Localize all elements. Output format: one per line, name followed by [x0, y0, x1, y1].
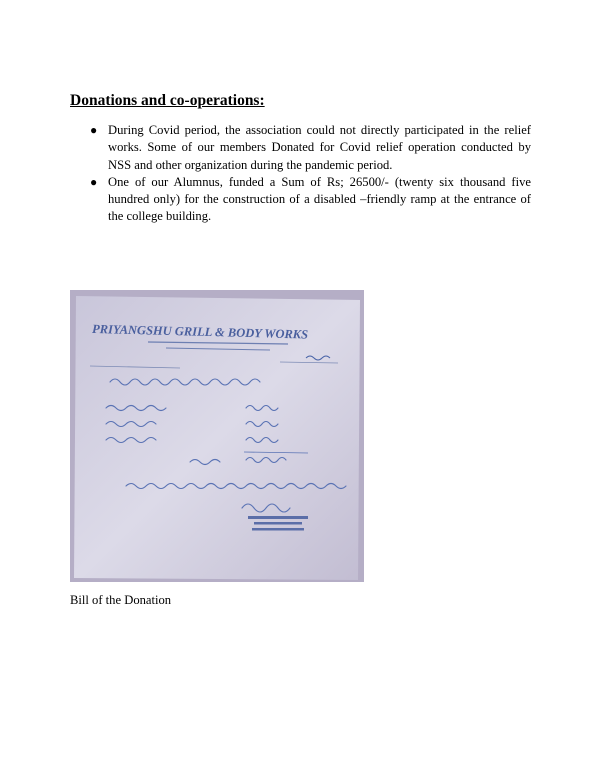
bullet-text: One of our Alumnus, funded a Sum of Rs; 26500/- (twenty six thousand five hundred only) for the construction of a disabled –friendly ramp at the entrance of the college building.	[108, 174, 531, 224]
bullet-list	[90, 122, 531, 226]
image-caption: Bill of the Donation	[70, 593, 172, 607]
bullet-item	[90, 122, 531, 174]
bullet-item	[90, 174, 531, 226]
donation-bill-photo	[70, 290, 364, 582]
bill-shop-name: PRIYANGSHU GRILL & BODY WORKS	[91, 321, 309, 342]
bullet-icon: ●	[90, 174, 98, 189]
bullet-icon: ●	[90, 123, 98, 137]
bill-photo-illustration	[70, 290, 364, 582]
section-heading: Donations and co-operations:	[70, 92, 265, 109]
bullet-text: During Covid period, the association could not directly participated in the relief works. Some of our members Donated for Covid relief operation conducted by NSS and other organization during the pandemic period.	[108, 123, 531, 172]
bill-stamp	[248, 516, 308, 531]
